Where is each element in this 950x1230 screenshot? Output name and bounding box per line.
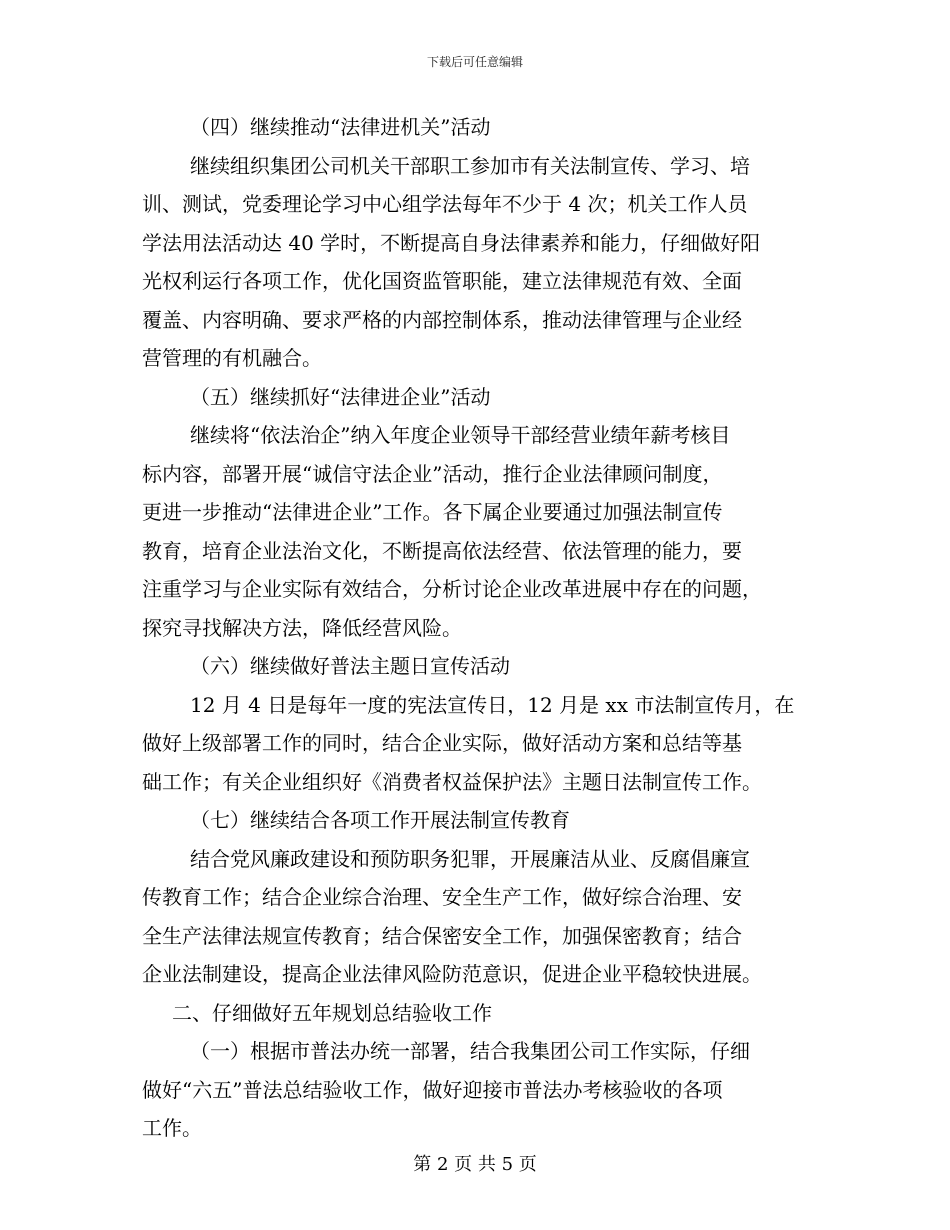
text-line: （一）根据市普法办统一部署，结合我集团公司工作实际，仔细: [190, 1039, 750, 1063]
page-header-note: 下载后可任意编辑: [426, 55, 523, 69]
text-line: （五）继续抓好“法律进企业”活动: [190, 384, 491, 409]
text-line: 企业法制建设，提高企业法律风险防范意识，促进企业平稳较快进展。: [142, 962, 762, 986]
text-line: 全生产法律法规宣传教育；结合保密安全工作，加强保密教育；结合: [142, 923, 742, 948]
text-line: 更进一步推动“法律进企业”工作。各下属企业要通过加强法制宣传: [142, 500, 723, 524]
text-line: 础工作；有关企业组织好《消费者权益保护法》主题日法制宣传工作。: [142, 769, 762, 794]
text-line: 做好上级部署工作的同时，结合企业实际，做好活动方案和总结等基: [142, 731, 742, 755]
page-footer: 第 2 页 共 5 页: [413, 1154, 537, 1175]
text-line: 覆盖、内容明确、要求严格的内部控制体系，推动法律管理与企业经: [142, 307, 742, 332]
text-line: 探究寻找解决方法，降低经营风险。: [142, 615, 462, 640]
text-line: 训、测试，党委理论学习中心组学法每年不少于 4 次；机关工作人员: [142, 192, 748, 216]
text-line: 继续将“依法治企”纳入年度企业领导干部经营业绩年薪考核目: [190, 423, 731, 447]
text-line: 工作。: [142, 1116, 202, 1140]
text-line: 传教育工作；结合企业综合治理、安全生产工作，做好综合治理、安: [142, 885, 742, 909]
text-line: 光权利运行各项工作，优化国资监管职能，建立法律规范有效、全面: [142, 269, 742, 293]
text-line: （四）继续推动“法律进机关”活动: [190, 115, 491, 139]
text-line: 12 月 4 日是每年一度的宪法宣传日，12 月是 xx 市法制宣传月，在: [190, 692, 795, 717]
text-line: 学法用法活动达 40 学时，不断提高自身法律素养和能力，仔细做好阳: [142, 230, 761, 255]
document-body: [142, 108, 814, 1148]
text-line: 二、仔细做好五年规划总结验收工作: [172, 1000, 492, 1025]
text-line: 做好“六五”普法总结验收工作，做好迎接市普法办考核验收的各项: [142, 1077, 723, 1102]
text-line: （七）继续结合各项工作开展法制宣传教育: [190, 808, 570, 832]
text-line: 结合党风廉政建设和预防职务犯罪，开展廉洁从业、反腐倡廉宣: [190, 846, 750, 871]
text-line: 营管理的有机融合。: [142, 346, 322, 370]
text-line: 注重学习与企业实际有效结合，分析讨论企业改革进展中存在的问题，: [142, 577, 762, 601]
text-line: 教育，培育企业法治文化，不断提高依法经营、依法管理的能力，要: [142, 538, 742, 563]
text-line: 继续组织集团公司机关干部职工参加市有关法制宣传、学习、培: [190, 153, 750, 178]
text-line: （六）继续做好普法主题日宣传活动: [190, 654, 510, 678]
text-line: 标内容，部署开展“诚信守法企业”活动，推行企业法律顾问制度，: [142, 461, 723, 486]
